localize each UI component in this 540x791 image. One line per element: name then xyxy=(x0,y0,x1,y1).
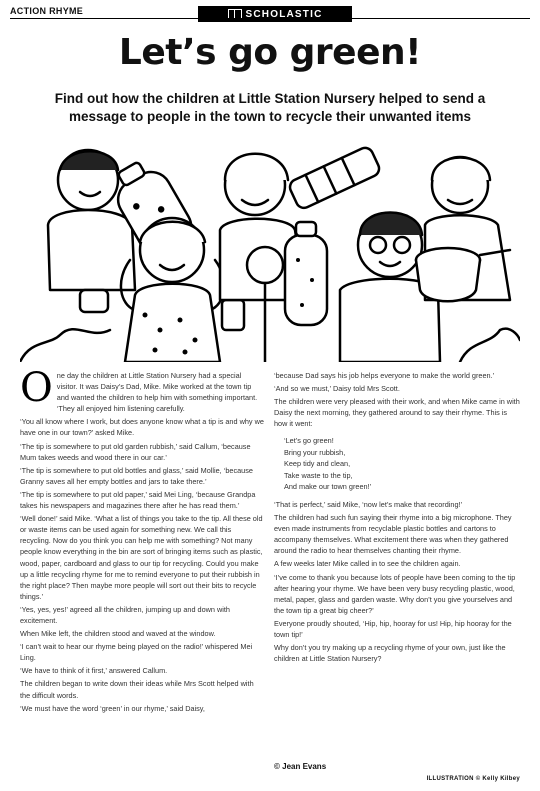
story-paragraph: ‘You all know where I work, but does anyone know what a tip is and why we have one in our town?’ asked Mike. xyxy=(20,417,264,438)
story-paragraph: Why don’t you try making up a recycling rhyme of your own, just like the children at Little Station Nursery? xyxy=(274,643,506,664)
poem-line: And make our town green!’ xyxy=(284,482,372,492)
illustration-credit: ILLUSTRATION © Kelly Kilbey xyxy=(426,776,520,782)
story-paragraph: ‘That is perfect,’ said Mike, ‘now let’s make that recording!’ xyxy=(274,499,463,509)
page-subtitle: Find out how the children at Little Station Nursery helped to send a message to people in the town to recycle their unwanted items xyxy=(54,91,486,124)
story-paragraph: When Mike left, the children stood and waved at the window. xyxy=(20,629,216,639)
story-paragraph: ‘because Dad says his job helps everyone to make the world green.’ xyxy=(274,371,495,380)
story-paragraph: ‘Yes, yes, yes!’ agreed all the children, jumping up and down with excitement. xyxy=(20,604,230,625)
story-column-1 xyxy=(20,365,264,716)
story-column-2 xyxy=(274,370,520,666)
brand-logo xyxy=(198,6,352,22)
story-paragraph: ‘And so we must,’ Daisy told Mrs Scott. xyxy=(274,384,400,394)
story-paragraph: ‘We have to think of it first,’ answered Callum. xyxy=(20,666,168,676)
story-paragraph: ‘I’ve come to thank you because lots of people have been coming to the tip after hearing your rhyme. We have been very busy recycling plastic, wood, metal, paper, glass and garden waste. Why don’t you give yourselves and the town tip a great big cheer?’ xyxy=(274,572,516,615)
brand-text: SCHOLASTIC xyxy=(245,8,323,20)
story-paragraph: ne day the children at Little Station Nursery had a special visitor. It was Daisy’s Dad, Mike. Mike worked at the town tip and wanted the children to help him with something important. ‘They all enjoyed him listening carefully. xyxy=(56,371,258,414)
children-illustration xyxy=(20,140,520,362)
page-title: Let’s go green! xyxy=(118,32,422,73)
poem-line: ‘Let’s go green! xyxy=(284,436,334,446)
drop-cap: O xyxy=(20,365,53,411)
story-paragraph: ‘The tip is somewhere to put old garden rubbish,’ said Callum, ‘because Mum takes weeds and wood there in our car.’ xyxy=(20,441,251,462)
story-paragraph: ‘The tip is somewhere to put old paper,’ said Mei Ling, ‘because Grandpa takes his newspapers and magazines there after he has read them.’ xyxy=(20,489,256,511)
story-paragraph: ‘I can’t wait to hear our rhyme being played on the radio!’ whispered Mei Ling. xyxy=(20,642,253,663)
story-paragraph: The children had such fun saying their rhyme into a big microphone. They even made instruments from recyclable plastic bottles and cartons to accompany themselves. What excitement there was when they gathered around the radio to hear themselves chanting their rhyme. xyxy=(274,513,512,556)
section-label: ACTION RHYME xyxy=(10,6,84,16)
poem-line: Take waste to the tip, xyxy=(284,470,353,480)
poem-line: Bring your rubbish, xyxy=(284,447,346,457)
story-paragraph: ‘The tip is somewhere to put old bottles and glass,’ said Mollie, ‘because Granny saves all her empty bottles and jars to take there.’ xyxy=(20,465,253,486)
poem-line: Keep tidy and clean, xyxy=(284,459,351,469)
story-paragraph: ‘We must have the word ‘green’ in our rhyme,’ said Daisy, xyxy=(20,703,205,713)
story-paragraph: The children were very pleased with their work, and when Mike came in with Daisy the next morning, they gathered around to say their rhyme. This is how it went: xyxy=(274,397,520,429)
author-credit: © Jean Evans xyxy=(274,762,327,771)
story-paragraph: ‘Well done!’ said Mike. ‘What a list of things you take to the tip. All these old or waste items can be used again for something new. We call this recycling. Now do you think you can help me with something? Not many people know everything in the bin are sort of bringing items such as plastic, wood, paper, cardboard and glass to our tip for recycling. Could you make up a little recycling rhyme for me to remind everyone to put their rubbish in the right place? Then maybe more people will sort out their bits to recycle things.’ xyxy=(20,514,263,601)
rhyme-poem xyxy=(284,435,520,493)
story-paragraph: Everyone proudly shouted, ‘Hip, hip, hooray for us! Hip, hip hooray for the town tip!’ xyxy=(274,618,512,639)
header-rule xyxy=(10,18,530,19)
story-paragraph: A few weeks later Mike called in to see the children again. xyxy=(274,559,461,569)
story-paragraph: The children began to write down their ideas while Mrs Scott helped with the difficult words. xyxy=(20,679,254,700)
